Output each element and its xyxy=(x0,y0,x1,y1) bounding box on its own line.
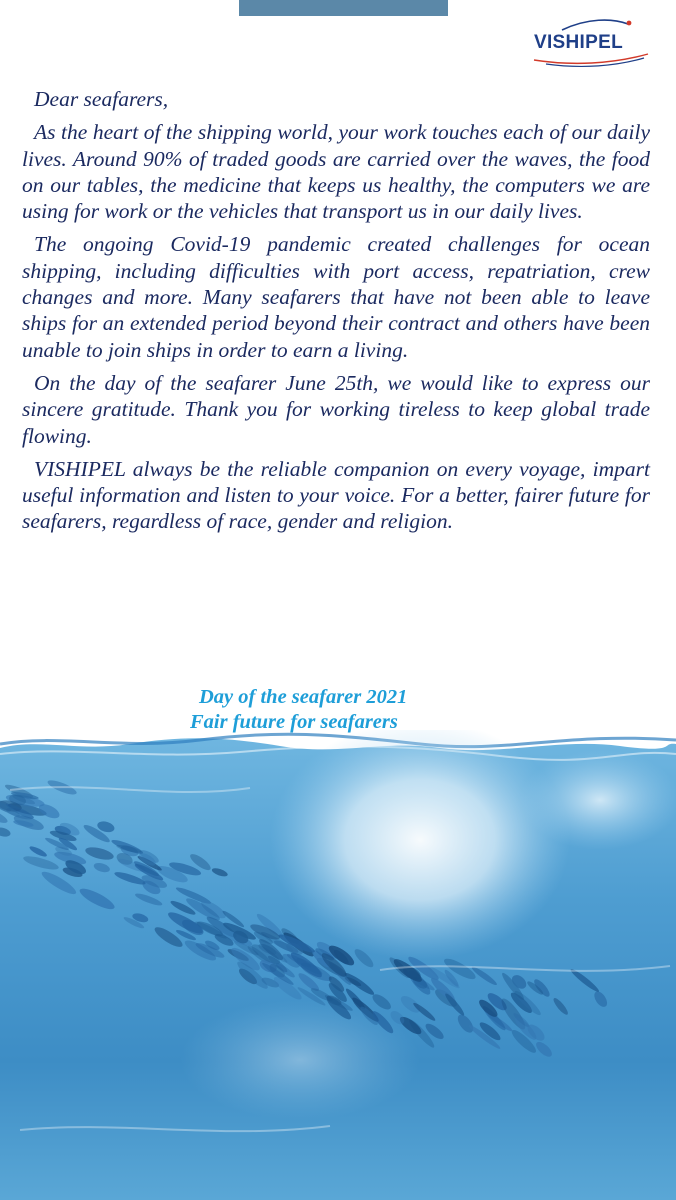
slogan xyxy=(190,685,407,735)
top-accent-bar xyxy=(239,0,448,16)
slogan-line-1: Day of the seafarer 2021 xyxy=(199,686,408,708)
letter-paragraph: VISHIPEL always be the reliable companion on every voyage, impart useful information and listen to your voice. For a better, fairer future for seafarers, regardless of race, gender and religion. xyxy=(22,456,650,534)
watercolor-sea-illustration xyxy=(0,730,676,1200)
letter-paragraph: As the heart of the shipping world, your work touches each of our daily lives. Around 90% of traded goods are carried over the waves, the food on our tables, the medicine that keeps us healthy, the computers we are using for work or the vehicles that transport us in our daily lives. xyxy=(22,120,650,224)
letter-body xyxy=(22,86,650,542)
brand-name: VISHIPEL xyxy=(534,32,623,53)
slogan-line-2: Fair future for seafarers xyxy=(190,711,398,733)
letter-greeting: Dear seafarers, xyxy=(34,87,169,111)
letter-paragraph: On the day of the seafarer June 25th, we would like to express our sincere gratitude. Thank you for working tireless to keep global trade flowing. xyxy=(22,370,650,448)
vishipel-logo xyxy=(532,14,650,70)
letter-paragraph: The ongoing Covid-19 pandemic created challenges for ocean shipping, including difficulties with port access, repatriation, crew changes and more. Many seafarers that have not been able to leave ships for an extended period beyond their contract and others have been unable to join ships in order to earn a living. xyxy=(22,232,650,362)
